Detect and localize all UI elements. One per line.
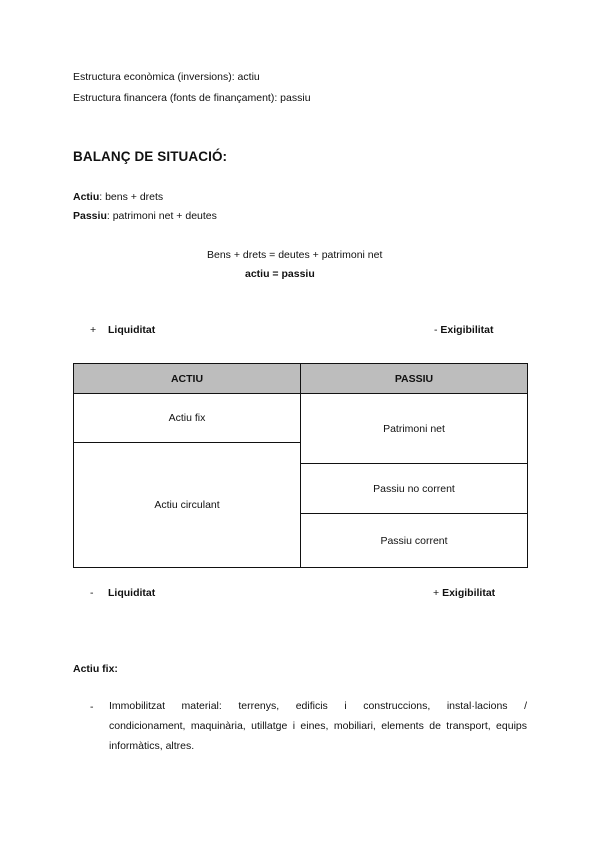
definition-passiu: [73, 210, 217, 222]
definition-actiu-text: : bens + drets: [99, 191, 164, 203]
cell-actiu-circulant: Actiu circulant: [74, 443, 301, 568]
intro-line-1: Estructura econòmica (inversions): actiu: [73, 71, 260, 83]
balance-table: [73, 363, 528, 568]
cell-patrimoni-net: Patrimoni net: [301, 394, 528, 464]
definition-actiu: [73, 191, 163, 203]
top-left-label: [90, 324, 156, 336]
equation-line-1: Bens + drets = deutes + patrimoni net: [207, 249, 383, 261]
top-right-sign: -: [434, 324, 438, 336]
section-item-line-2: condicionament, maquinària, utillatge i eines, mobiliari, elements de transport, equips: [109, 720, 527, 732]
definition-passiu-text: : patrimoni net + deutes: [106, 210, 217, 222]
top-right-text: Exigibilitat: [440, 324, 494, 336]
header-actiu: ACTIU: [74, 364, 301, 394]
section-heading: Actiu fix:: [73, 663, 118, 675]
bottom-right-sign: +: [433, 587, 440, 599]
top-left-sign: +: [90, 324, 97, 336]
bottom-right-label: [433, 587, 495, 599]
table-header-row: [74, 364, 528, 394]
header-passiu: PASSIU: [301, 364, 528, 394]
equation-line-2: actiu = passiu: [245, 268, 315, 280]
cell-passiu-corrent: Passiu corrent: [301, 514, 528, 568]
cell-actiu-fix: Actiu fix: [74, 394, 301, 443]
bottom-left-sign: -: [90, 587, 94, 599]
section-item-line-3: informàtics, altres.: [109, 740, 195, 752]
section-item-line-1: Immobilitzat material: terrenys, edificis i construccions, instal·lacions /: [109, 700, 527, 712]
cell-passiu-no-corrent: Passiu no corrent: [301, 464, 528, 514]
table-row: [74, 394, 528, 443]
intro-line-2: Estructura financera (fonts de finançament): passiu: [73, 92, 311, 104]
section-item: [109, 696, 527, 756]
bottom-left-text: Liquiditat: [108, 587, 156, 599]
bottom-right-text: Exigibilitat: [442, 587, 496, 599]
section-bullet: -: [90, 701, 94, 713]
top-left-text: Liquiditat: [108, 324, 156, 336]
top-right-label: [434, 324, 494, 336]
definition-actiu-label: Actiu: [73, 191, 100, 203]
page-title: BALANÇ DE SITUACIÓ:: [73, 149, 228, 164]
definition-passiu-label: Passiu: [73, 210, 107, 222]
bottom-left-label: [90, 587, 156, 599]
